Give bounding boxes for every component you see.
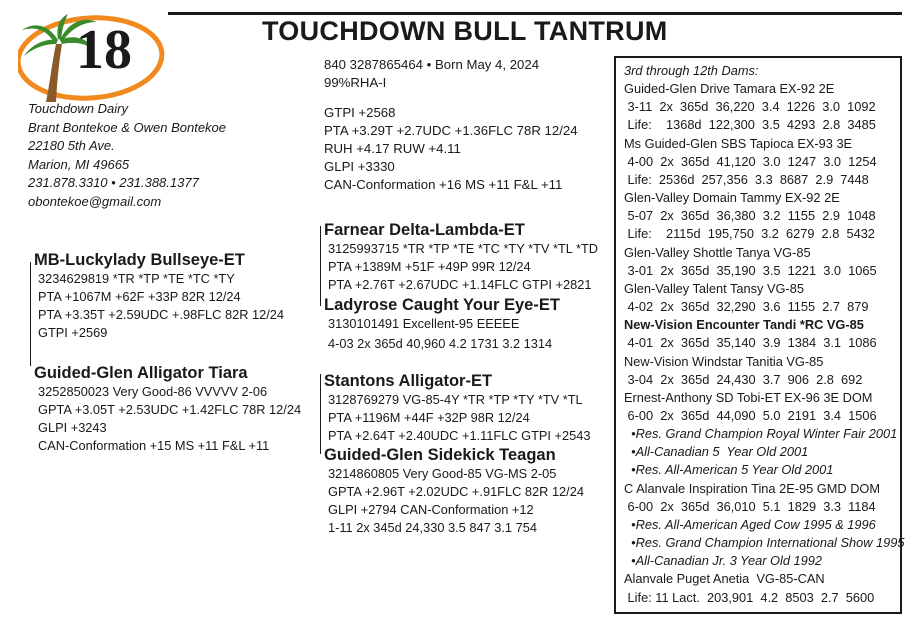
dam-honor: •Res. Grand Champion International Show 1995 [624, 535, 905, 551]
sire-line: 3234629819 *TR *TP *TE *TC *TY [38, 271, 235, 286]
bull-can: CAN-Conformation +16 MS +11 F&L +11 [324, 177, 563, 192]
dams-list [616, 58, 905, 607]
dam-name: C Alanvale Inspiration Tina 2E-95 GMD DOM [624, 480, 881, 496]
bull-id-born: 840 3287865464 • Born May 4, 2024 [324, 57, 540, 72]
sire-dam-block [324, 295, 560, 353]
pedigree-bracket-dam [320, 374, 321, 454]
lot-number: 18 [76, 19, 132, 81]
dam-name: Ernest-Anthony SD Tobi-ET EX-96 3E DOM [624, 389, 873, 405]
dam-name: Guided-Glen Drive Tamara EX-92 2E [624, 81, 835, 97]
dam-sire-line: PTA +1196M +44F +32P 98R 12/24 [328, 410, 530, 425]
bull-pta: PTA +3.29T +2.7UDC +1.36FLC 78R 12/24 [324, 123, 578, 138]
dam-line: CAN-Conformation +15 MS +11 F&L +11 [38, 438, 270, 453]
dam-name: New-Vision Encounter Tandi *RC VG-85 [624, 317, 864, 333]
dam-dam-name: Guided-Glen Sidekick Teagan [324, 446, 556, 464]
dam-record: 3-11 2x 365d 36,220 3.4 1226 3.0 1092 [624, 99, 876, 115]
dam-dam-line: 3214860805 Very Good-85 VG-MS 2-05 [328, 466, 557, 481]
dam-name: Alanvale Puget Anetia VG-85-CAN [624, 571, 825, 587]
dam-record: 4-02 2x 365d 32,290 3.6 1155 2.7 879 [624, 299, 869, 315]
pedigree-bracket-left [30, 262, 31, 366]
dam-name: Glen-Valley Domain Tammy EX-92 2E [624, 190, 840, 206]
dam-honor: •Res. All-American 5 Year Old 2001 [624, 462, 834, 478]
dam-dam-line: GLPI +2794 CAN-Conformation +12 [328, 502, 534, 517]
dam-dam-line: GPTA +2.96T +2.02UDC +.91FLC 82R 12/24 [328, 484, 584, 499]
dam-dam-line: 1-11 2x 345d 24,330 3.5 847 3.1 754 [328, 520, 537, 535]
sire-sire-name: Farnear Delta-Lambda-ET [324, 221, 525, 239]
bull-ruh: RUH +4.17 RUW +4.11 [324, 141, 461, 156]
dams-box [614, 56, 905, 614]
dam-name: Ms Guided-Glen SBS Tapioca EX-93 3E [624, 135, 853, 151]
dam-record: 6-00 2x 365d 36,010 5.1 1829 3.3 1184 [624, 498, 876, 514]
bull-glpi: GLPI +3330 [324, 159, 395, 174]
dam-honor: •Res. All-American Aged Cow 1995 & 1996 [624, 516, 876, 532]
dam-name: New-Vision Windstar Tanitia VG-85 [624, 353, 824, 369]
owner-phones: 231.878.3310 • 231.388.1377 [28, 175, 199, 190]
dam-name: Glen-Valley Shottle Tanya VG-85 [624, 244, 811, 260]
dam-name: Guided-Glen Alligator Tiara [34, 364, 248, 382]
header-rule [168, 12, 902, 15]
sire-sire-line: PTA +2.76T +2.67UDC +1.14FLC GTPI +2821 [328, 277, 592, 292]
dam-sire-line: 3128769279 VG-85-4Y *TR *TP *TY *TV *TL [328, 392, 583, 407]
dam-record: Life: 11 Lact. 203,901 4.2 8503 2.7 5600 [624, 589, 875, 605]
bull-info [324, 56, 578, 194]
dam-record: 3-04 2x 365d 24,430 3.7 906 2.8 692 [624, 371, 863, 387]
farm-name: Touchdown Dairy [28, 101, 128, 116]
page-title: TOUCHDOWN BULL TANTRUM [262, 16, 668, 46]
sire-sire-line: 3125993715 *TR *TP *TE *TC *TY *TV *TL *TD [328, 241, 599, 256]
sire-sire-line: PTA +1389M +51F +49P 99R 12/24 [328, 259, 531, 274]
dam-line: 3252850023 Very Good-86 VVVVV 2-06 [38, 384, 268, 399]
sire-dam-line: 4-03 2x 365d 40,960 4.2 1731 3.2 1314 [328, 336, 553, 351]
sire-line: PTA +3.35T +2.59UDC +.98FLC 82R 12/24 [38, 307, 285, 322]
pedigree-bracket-sire [320, 226, 321, 306]
dam-block [34, 363, 301, 455]
dam-sire-line: PTA +2.64T +2.40UDC +1.11FLC GTPI +2543 [328, 428, 591, 443]
owner-city: Marion, MI 49665 [28, 156, 130, 172]
dam-record: Life: 1368d 122,300 3.5 4293 2.8 3485 [624, 117, 876, 133]
dam-honor: •All-Canadian Jr. 3 Year Old 1992 [624, 553, 822, 569]
bull-rha: 99%RHA-I [324, 75, 387, 90]
owner-street: 22180 5th Ave. [28, 138, 115, 153]
sire-name: MB-Luckylady Bullseye-ET [34, 251, 245, 269]
owner-email: obontekoe@gmail.com [28, 193, 162, 209]
owner-names: Brant Bontekoe & Owen Bontekoe [28, 119, 227, 135]
dam-honor: •All-Canadian 5 Year Old 2001 [624, 444, 809, 460]
sire-dam-line: 3130101491 Excellent-95 EEEEE [328, 316, 520, 331]
dam-line: GPTA +3.05T +2.53UDC +1.42FLC 78R 12/24 [38, 402, 302, 417]
dam-dam-block [324, 445, 584, 537]
dam-record: 6-00 2x 365d 44,090 5.0 2191 3.4 1506 [624, 407, 877, 423]
dam-line: GLPI +3243 [38, 420, 107, 435]
sire-block [34, 250, 284, 342]
dam-record: 5-07 2x 365d 36,380 3.2 1155 2.9 1048 [624, 208, 876, 224]
dam-honor: •Res. Grand Champion Royal Winter Fair 2001 [624, 426, 898, 442]
dam-record: 4-01 2x 365d 35,140 3.9 1384 3.1 1086 [624, 335, 877, 351]
dam-name: Glen-Valley Talent Tansy VG-85 [624, 280, 804, 296]
sire-line: GTPI +2569 [38, 325, 108, 340]
sire-sire-block [324, 220, 598, 294]
sire-dam-name: Ladyrose Caught Your Eye-ET [324, 296, 560, 314]
dam-record: 4-00 2x 365d 41,120 3.0 1247 3.0 1254 [624, 153, 877, 169]
sire-line: PTA +1067M +62F +33P 82R 12/24 [38, 289, 241, 304]
dam-sire-block [324, 371, 591, 445]
dam-sire-name: Stantons Alligator-ET [324, 372, 493, 390]
owner-block [28, 100, 226, 211]
dam-record: 3-01 2x 365d 35,190 3.5 1221 3.0 1065 [624, 262, 877, 278]
dam-record: Life: 2536d 257,356 3.3 8687 2.9 7448 [624, 171, 869, 187]
dams-heading: 3rd through 12th Dams: [624, 63, 759, 78]
bull-gtpi: GTPI +2568 [324, 105, 396, 120]
dam-record: Life: 2115d 195,750 3.2 6279 2.8 5432 [624, 226, 875, 242]
